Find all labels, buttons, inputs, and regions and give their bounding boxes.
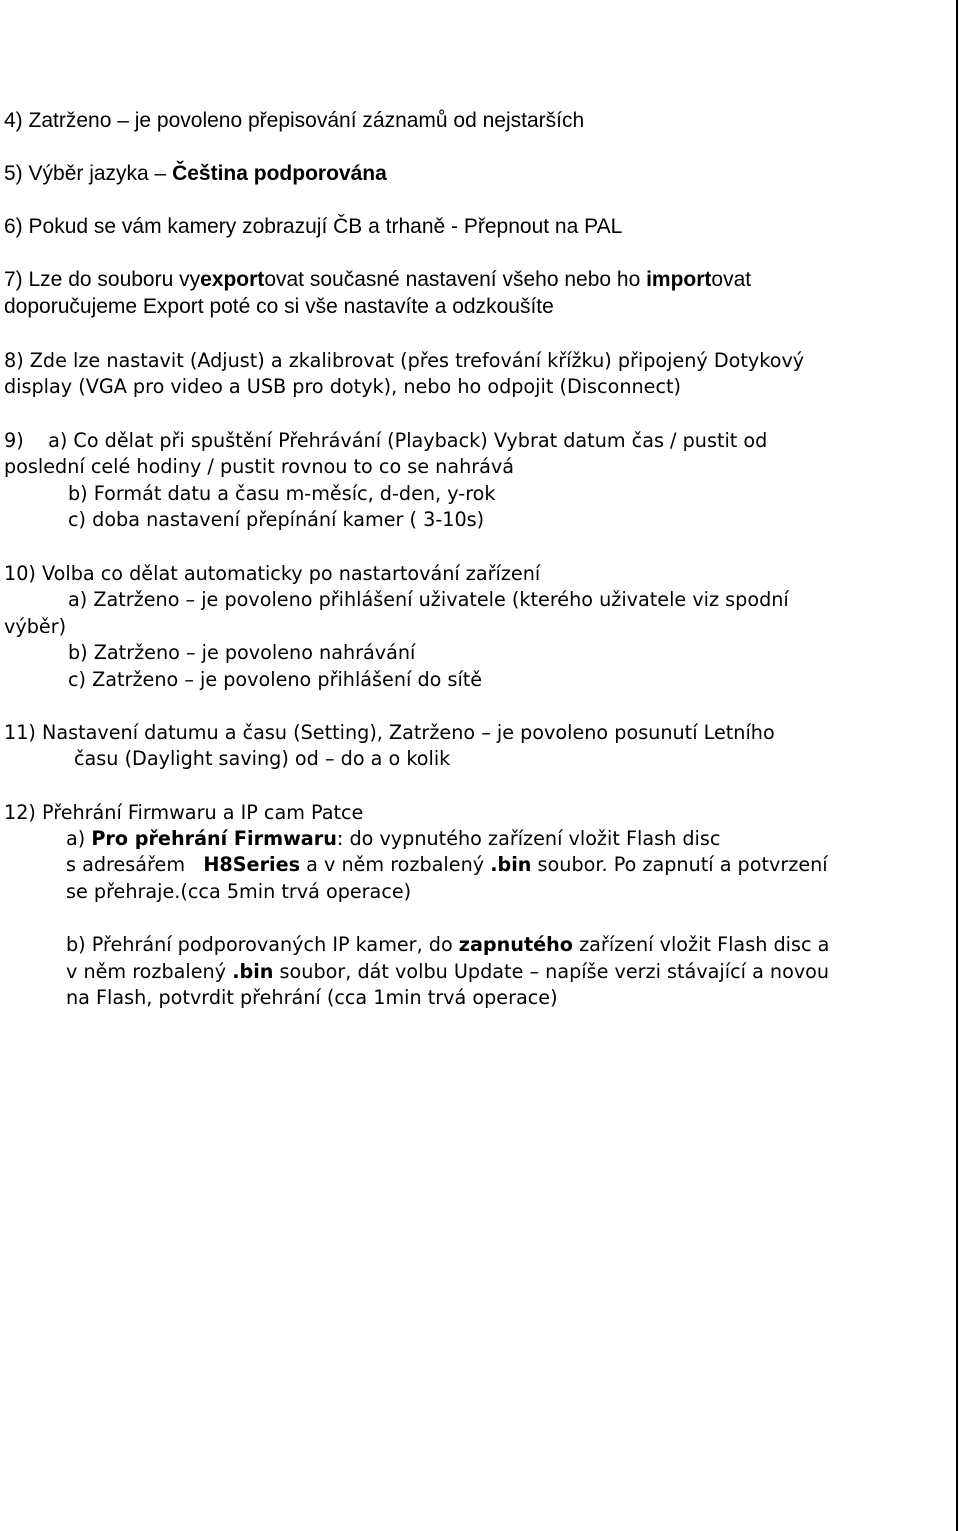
item-12-a2-bold-dir: H8Series (203, 853, 301, 876)
item-9-line-3 (68, 481, 496, 507)
item-9-line-1 (4, 428, 767, 454)
item-12-a-marker: a) (66, 827, 92, 850)
item-7-text-c: ovat (711, 268, 752, 291)
item-4-text: 4) Zatrženo – je povoleno přepisování záznamů od nejstarších (4, 109, 585, 132)
item-12-b-text-b: zařízení vložit Flash disc a (573, 933, 830, 956)
item-12-a2-text-a: s adresářem (66, 853, 204, 876)
item-11-line-1 (4, 720, 775, 746)
item-11-text-b: času (Daylight saving) od – do a o kolik (74, 747, 451, 770)
item-8-line-2 (4, 374, 681, 400)
item-12-line-1 (4, 800, 363, 826)
item-12-a-line-2 (66, 852, 828, 878)
item-10-text-c: výběr) (4, 615, 67, 638)
item-7-bold-import: import (646, 268, 712, 291)
item-4 (4, 108, 584, 134)
item-7-line-1 (4, 267, 751, 293)
item-9-line-4 (68, 507, 484, 533)
item-12-a2-bold-bin: .bin (490, 853, 532, 876)
item-12-a-line-3 (66, 879, 411, 905)
item-5-label: 5) Výběr jazyka – (4, 162, 173, 185)
item-10-line-3 (4, 614, 66, 640)
item-7-text-d: doporučujeme Export poté co si vše nastavíte a odzkoušíte (4, 295, 554, 318)
item-12-b2-bold-bin: .bin (232, 960, 274, 983)
item-8-line-1 (4, 348, 804, 374)
item-12-b-line-1 (66, 932, 829, 958)
item-12-b-bold: zapnutého (458, 933, 573, 956)
item-11-text-a: 11) Nastavení datumu a času (Setting), Zatrženo – je povoleno posunutí Letního (4, 721, 775, 744)
item-12-b2-text-b: soubor, dát volbu Update – napíše verzi stávající a novou (273, 960, 830, 983)
item-8-text-b: display (VGA pro video a USB pro dotyk), nebo ho odpojit (Disconnect) (4, 375, 682, 398)
item-10-text-b: a) Zatrženo – je povoleno přihlášení uživatele (kterého uživatele viz spodní (68, 588, 789, 611)
item-9-text-a: 9) a) Co dělat při spuštění Přehrávání (Playback) Vybrat datum čas / pustit od (4, 429, 768, 452)
item-10-line-2 (68, 587, 789, 613)
item-6 (4, 214, 622, 240)
item-7-text-b: ovat současné nastavení všeho nebo ho (264, 268, 647, 291)
item-9-line-2 (4, 454, 514, 480)
item-12-b-line-3 (66, 985, 558, 1011)
item-10-text-e: c) Zatrženo – je povoleno přihlášení do sítě (68, 668, 483, 691)
item-12-a-bold: Pro přehrání Firmwaru (91, 827, 337, 850)
item-9-text-b: poslední celé hodiny / pustit rovnou to co se nahrává (4, 455, 515, 478)
item-12-b-line-2 (66, 959, 829, 985)
item-6-text: 6) Pokud se vám kamery zobrazují ČB a trhaně - Přepnout na PAL (4, 215, 623, 238)
item-9-text-d: c) doba nastavení přepínání kamer ( 3-10s) (68, 508, 485, 531)
item-10-line-1 (4, 561, 540, 587)
item-9-text-c: b) Formát datu a času m-měsíc, d-den, y-rok (68, 482, 496, 505)
item-11-line-2 (74, 746, 450, 772)
item-7-text-a: 7) Lze do souboru vy (4, 268, 201, 291)
item-12-a3-text: se přehraje.(cca 5min trvá operace) (66, 880, 412, 903)
item-12-b2-text-a: v něm rozbalený (66, 960, 233, 983)
item-10-text-d: b) Zatrženo – je povoleno nahrávání (68, 641, 416, 664)
item-7-line-2 (4, 294, 554, 320)
page-right-border (956, 0, 958, 1531)
item-12-a-text: : do vypnutého zařízení vložit Flash disc (336, 827, 721, 850)
item-12-b3-text: na Flash, potvrdit přehrání (cca 1min trvá operace) (66, 986, 558, 1009)
item-5 (4, 161, 387, 187)
item-12-a2-text-c: soubor. Po zapnutí a potvrzení (531, 853, 828, 876)
item-12-a2-text-b: a v něm rozbalený (300, 853, 491, 876)
item-12-heading: 12) Přehrání Firmwaru a IP cam Patce (4, 801, 364, 824)
item-10-line-4 (68, 640, 415, 666)
item-12-b-text-a: b) Přehrání podporovaných IP kamer, do (66, 933, 459, 956)
item-5-value: Čeština podporována (172, 162, 387, 185)
item-7-bold-export: export (200, 268, 265, 291)
item-12-a-line-1 (66, 826, 720, 852)
item-8-text-a: 8) Zde lze nastavit (Adjust) a zkalibrovat (přes trefování křížku) připojený Dotykový (4, 349, 805, 372)
item-10-text-a: 10) Volba co dělat automaticky po nastartování zařízení (4, 562, 541, 585)
item-10-line-5 (68, 667, 482, 693)
